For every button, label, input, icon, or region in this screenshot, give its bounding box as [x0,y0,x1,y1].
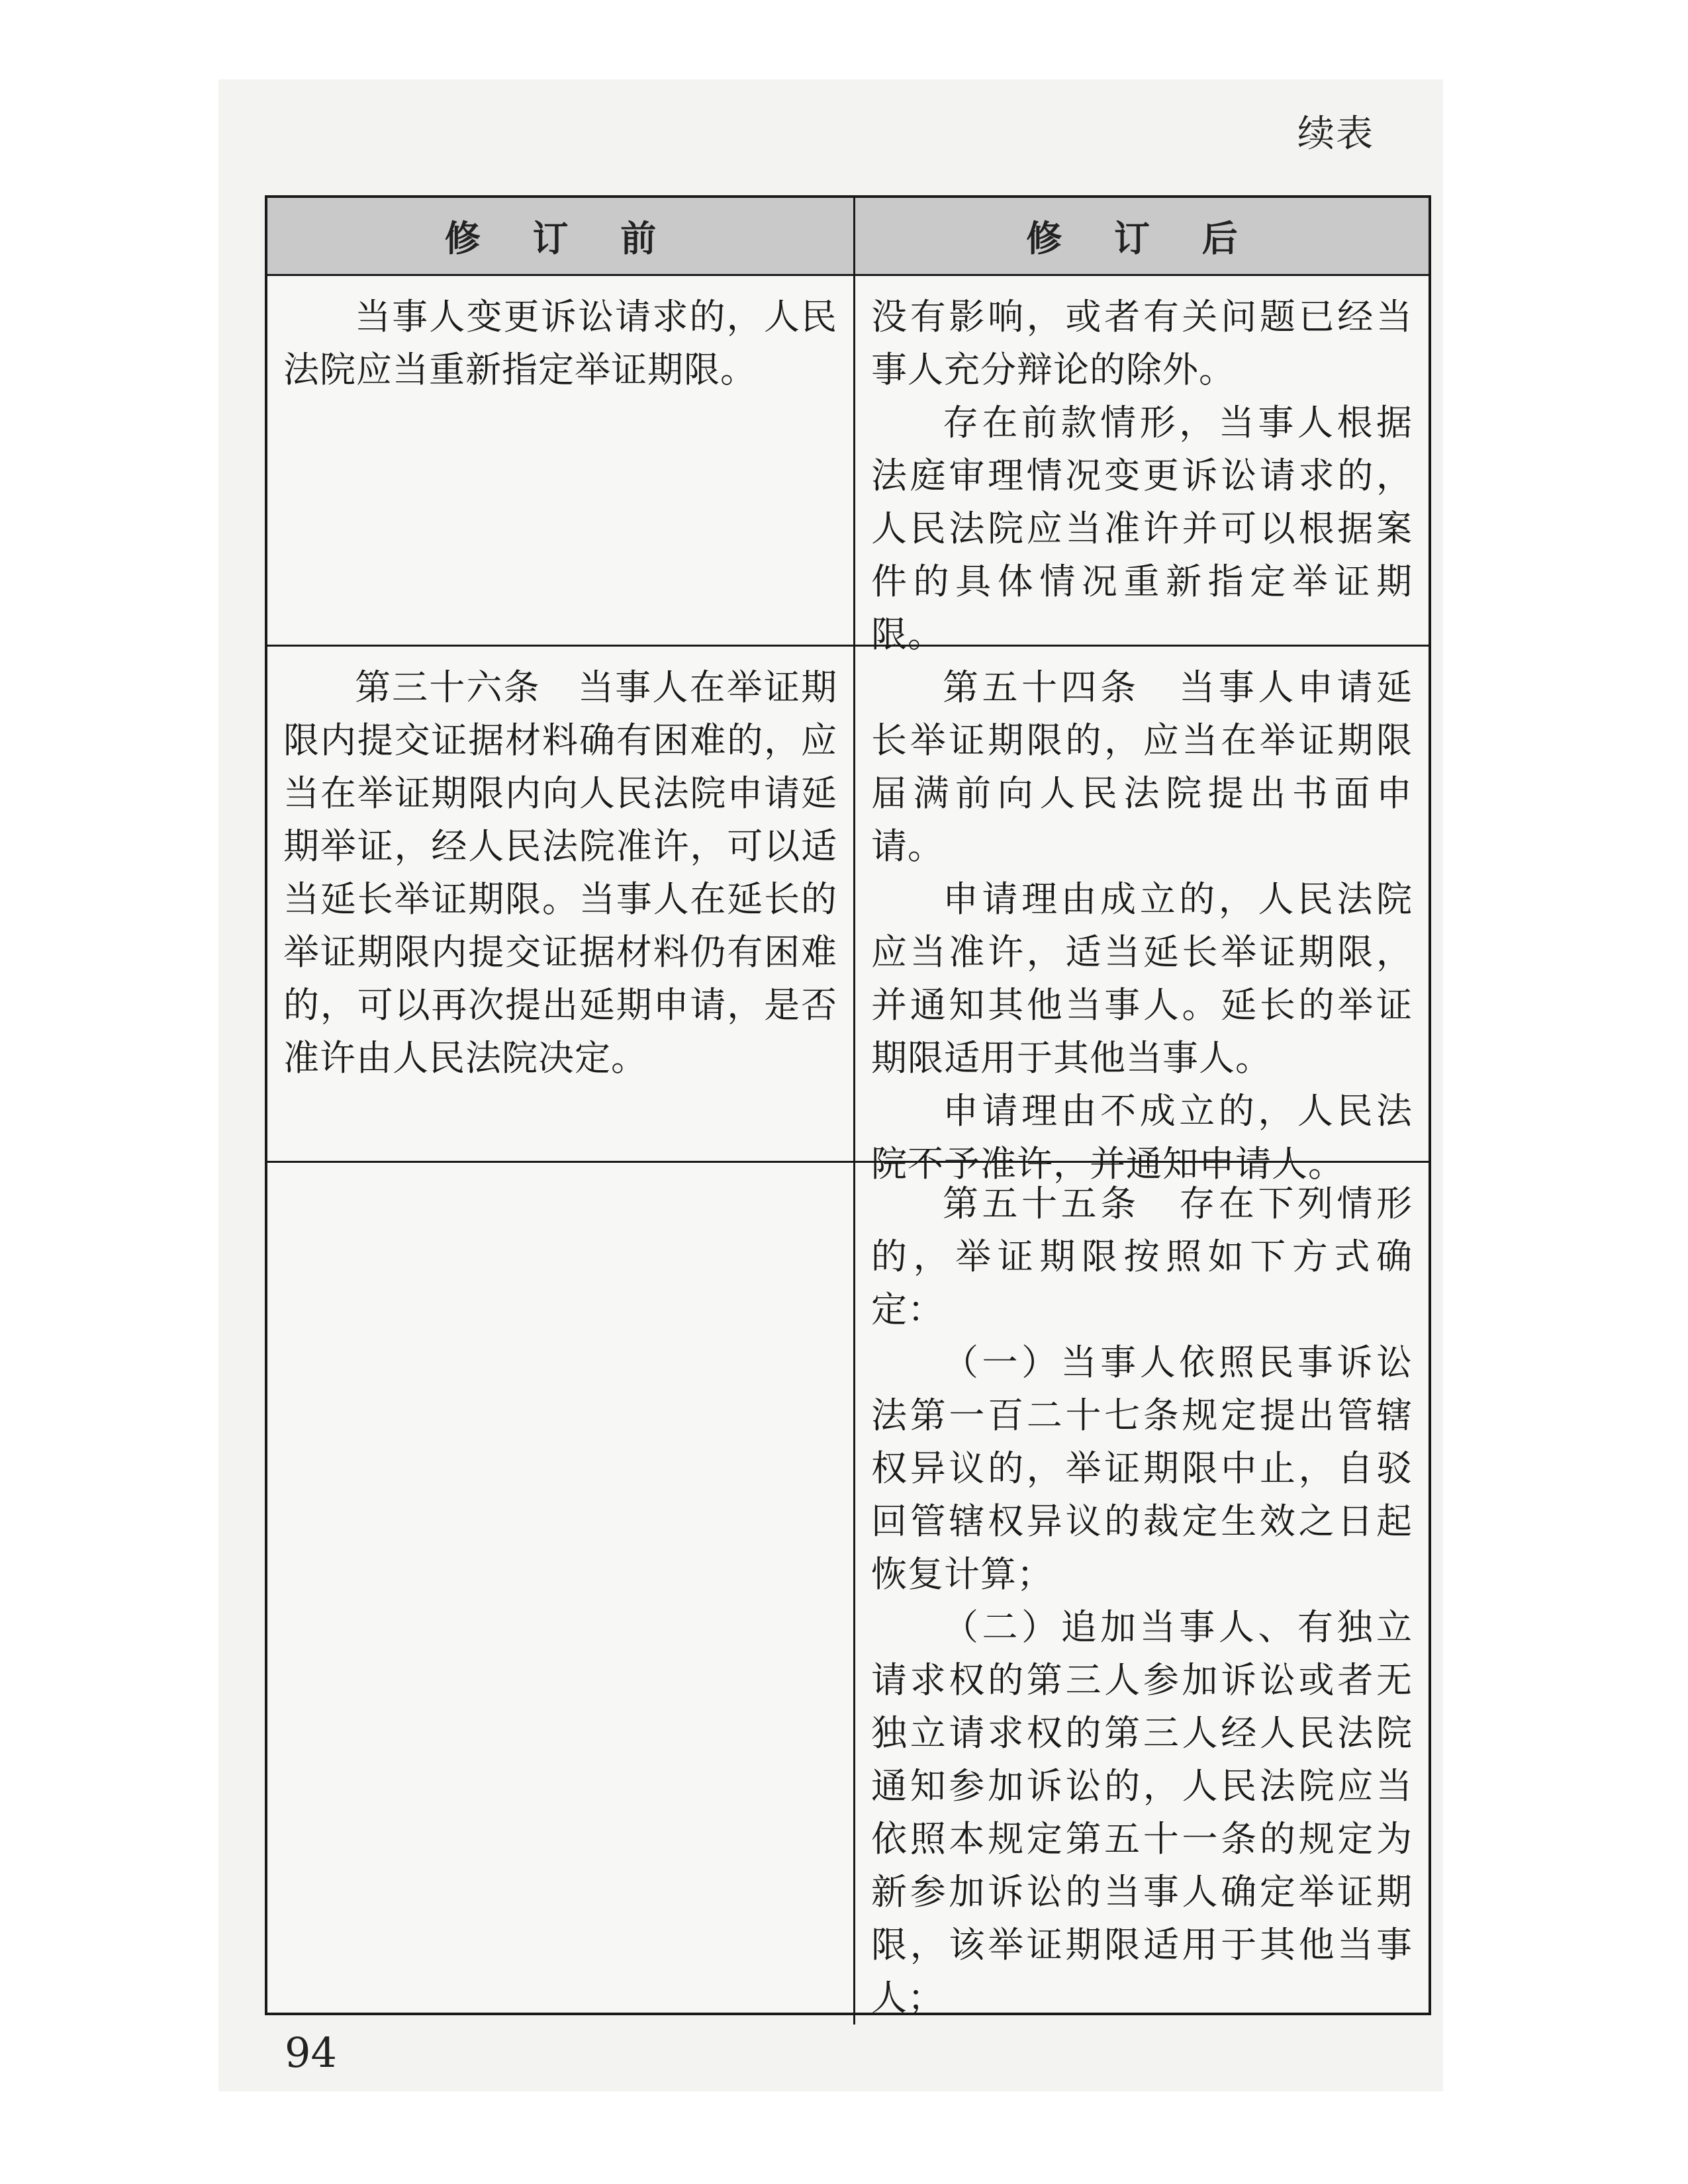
row1-after-para-2: 存在前款情形，当事人根据法庭审理情况变更诉讼请求的，人民法院应当准许并可以根据案件的具体情况重新指定举证期限。 [871,402,1413,655]
row2-after-para-1: 第五十四条 当事人申请延长举证期限的，应当在举证期限届满前向人民法院提出书面申请。 [871,666,1413,867]
row1-after-para-1: 没有影响，或者有关问题已经当事人充分辩论的除外。 [871,296,1413,390]
row1-before-para-1: 当事人变更诉讼请求的，人民法院应当重新指定举证期限。 [283,296,837,390]
row1-before-cell [267,276,855,647]
continued-table-label: 续表 [1297,113,1374,156]
row2-after-cell [855,647,1429,1185]
row3-before-cell [267,1163,855,2025]
page-number: 94 [285,2028,337,2077]
row2-after-para-3: 申请理由不成立的，人民法院不予准许，并通知申请人。 [871,1090,1413,1185]
revision-comparison-table [265,195,1431,2019]
row2-before-para-1: 第三十六条 当事人在举证期限内提交证据材料确有困难的，应当在举证期限内向人民法院申请延期举证，经人民法院准许，可以适当延长举证期限。当事人在延长的举证期限内提交证据材料仍有困难的，可以再次提出延期申请，是否准许由人民法院决定。 [283,666,837,1079]
row3-after-cell [855,1163,1429,2025]
row3-after-para-3: （二）追加当事人、有独立请求权的第三人参加诉讼或者无独立请求权的第三人经人民法院通知参加诉讼的，人民法院应当依照本规定第五十一条的规定为新参加诉讼的当事人确定举证期限，该举证期限适用于其他当事人； [871,1606,1413,2019]
header-after: 修 订 后 [855,198,1429,276]
row3-after-para-2: （一）当事人依照民事诉讼法第一百二十七条规定提出管辖权异议的，举证期限中止，自驳回管辖权异议的裁定生效之日起恢复计算； [871,1342,1413,1595]
row1-after-cell [855,276,1429,655]
row2-after-para-2: 申请理由成立的，人民法院应当准许，适当延长举证期限，并通知其他当事人。延长的举证期限适用于其他当事人。 [871,878,1413,1079]
header-before: 修 订 前 [267,198,855,276]
row3-after-para-1: 第五十五条 存在下列情形的，举证期限按照如下方式确定： [871,1183,1413,1330]
row2-before-cell [267,647,855,1163]
